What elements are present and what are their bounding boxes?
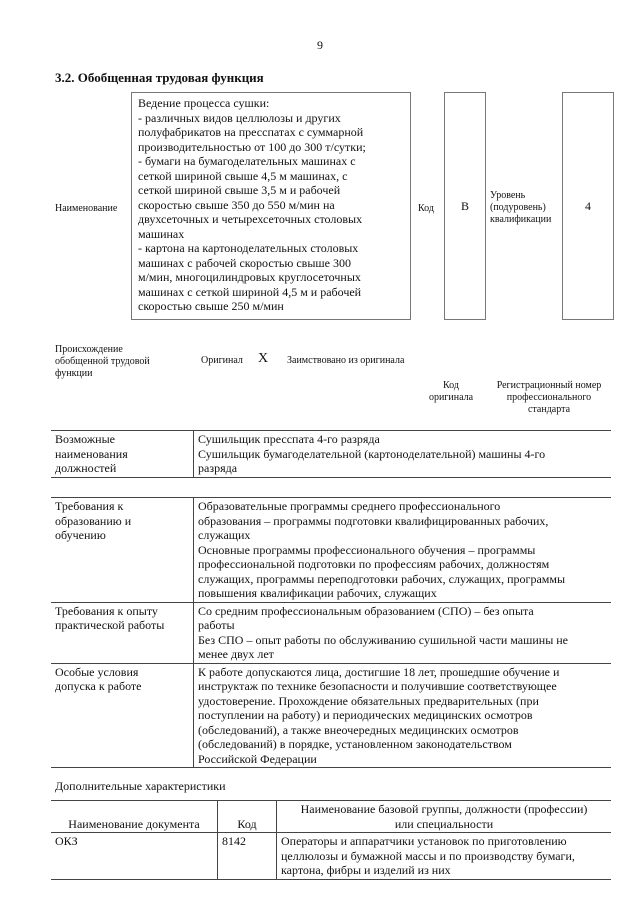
level-box bbox=[562, 92, 614, 320]
origin-label: Происхождение обобщенной трудовой функции bbox=[55, 344, 150, 379]
requirement-value: Со средним профессиональным образованием (СПО) – без опыта работы Без СПО – опыт работы по обслуживанию сушильной части машины не менее двух лет bbox=[194, 602, 612, 663]
table-row bbox=[51, 498, 611, 603]
requirements-table bbox=[51, 497, 611, 768]
positions-table bbox=[51, 430, 611, 478]
table-row bbox=[51, 833, 611, 880]
original-mark: X bbox=[258, 351, 269, 366]
name-label: Наименование bbox=[55, 203, 118, 214]
code-label: Код bbox=[418, 203, 434, 214]
original-label: Оригинал bbox=[201, 355, 243, 366]
requirement-value: К работе допускаются лица, достигшие 18 лет, прошедшие обучение и инструктаж по технике безопасности и получившие соответствующее удостоверение. Прохождение обязательных предварительных (при поступлении на работу) и периодических медицинских осмотров (обследований), а также внеочередных медицинских осмотров (обследований) в порядке, установленном законодательством Российской Федерации bbox=[194, 663, 612, 768]
reg-number-label: Регистрационный номер профессионального стандарта bbox=[496, 380, 602, 415]
header-group: Наименование базовой группы, должности (профессии) или специальности bbox=[277, 801, 612, 833]
group-cell: Операторы и аппаратчики установок по приготовлению целлюлозы и бумажной массы и по производству бумаги, картона, фибры и изделий из них bbox=[277, 833, 612, 880]
additional-table bbox=[51, 800, 611, 880]
positions-label: Возможные наименования должностей bbox=[51, 431, 194, 478]
code-cell: 8142 bbox=[218, 833, 277, 880]
header-document: Наименование документа bbox=[51, 801, 218, 833]
requirement-label: Требования к образованию и обучению bbox=[51, 498, 194, 603]
doc-name-cell: ОКЗ bbox=[51, 833, 218, 880]
table-header-row bbox=[51, 801, 611, 833]
level-value: 4 bbox=[585, 199, 591, 213]
section-title: 3.2. Обобщенная трудовая функция bbox=[55, 70, 264, 85]
additional-title: Дополнительные характеристики bbox=[55, 779, 226, 793]
requirement-label: Особые условия допуска к работе bbox=[51, 663, 194, 768]
borrowed-label: Заимствовано из оригинала bbox=[287, 355, 405, 366]
name-value: Ведение процесса сушки: - различных видов целлюлозы и других полуфабрикатов на пресспатах с суммарной производительностью от 100 до 300 т/сутки; - бумаги на бумагоделательных машинах с сеткой шириной свыше 4,5 м машинах, с сеткой шириной свыше 3,5 м и рабочей скоростью свыше 350 до 550 м/мин на двухсеточных и четырехсеточных столовых машинах - картона на картоноделательных столовых машинах с рабочей скоростью свыше 300 м/мин, многоцилиндровых круглосеточных машинах с сеткой шириной 4,5 м и рабочей скоростью свыше 250 м/мин bbox=[131, 92, 411, 320]
table-row bbox=[51, 602, 611, 663]
level-label: Уровень (подуровень) квалификации bbox=[490, 190, 552, 225]
table-row bbox=[51, 663, 611, 768]
table-row bbox=[51, 431, 611, 478]
code-value: B bbox=[460, 199, 469, 213]
page-number: 9 bbox=[317, 38, 323, 52]
requirement-label: Требования к опыту практической работы bbox=[51, 602, 194, 663]
header-code: Код bbox=[218, 801, 277, 833]
requirement-value: Образовательные программы среднего профессионального образования – программы подготовки квалифицированных рабочих, служащих Основные программы профессионального обучения – программы профессиональной подготовки по профессиям рабочих, должностям служащих, программы переподготовки рабочих, служащих, программы повышения квалификации рабочих, служащих bbox=[194, 498, 612, 603]
code-box bbox=[444, 92, 486, 320]
code-original-label: Код оригинала bbox=[428, 380, 474, 403]
positions-value: Сушильщик пресспата 4-го разряда Сушильщик бумагоделательной (картоноделательной) машины 4-го разряда bbox=[194, 431, 612, 478]
